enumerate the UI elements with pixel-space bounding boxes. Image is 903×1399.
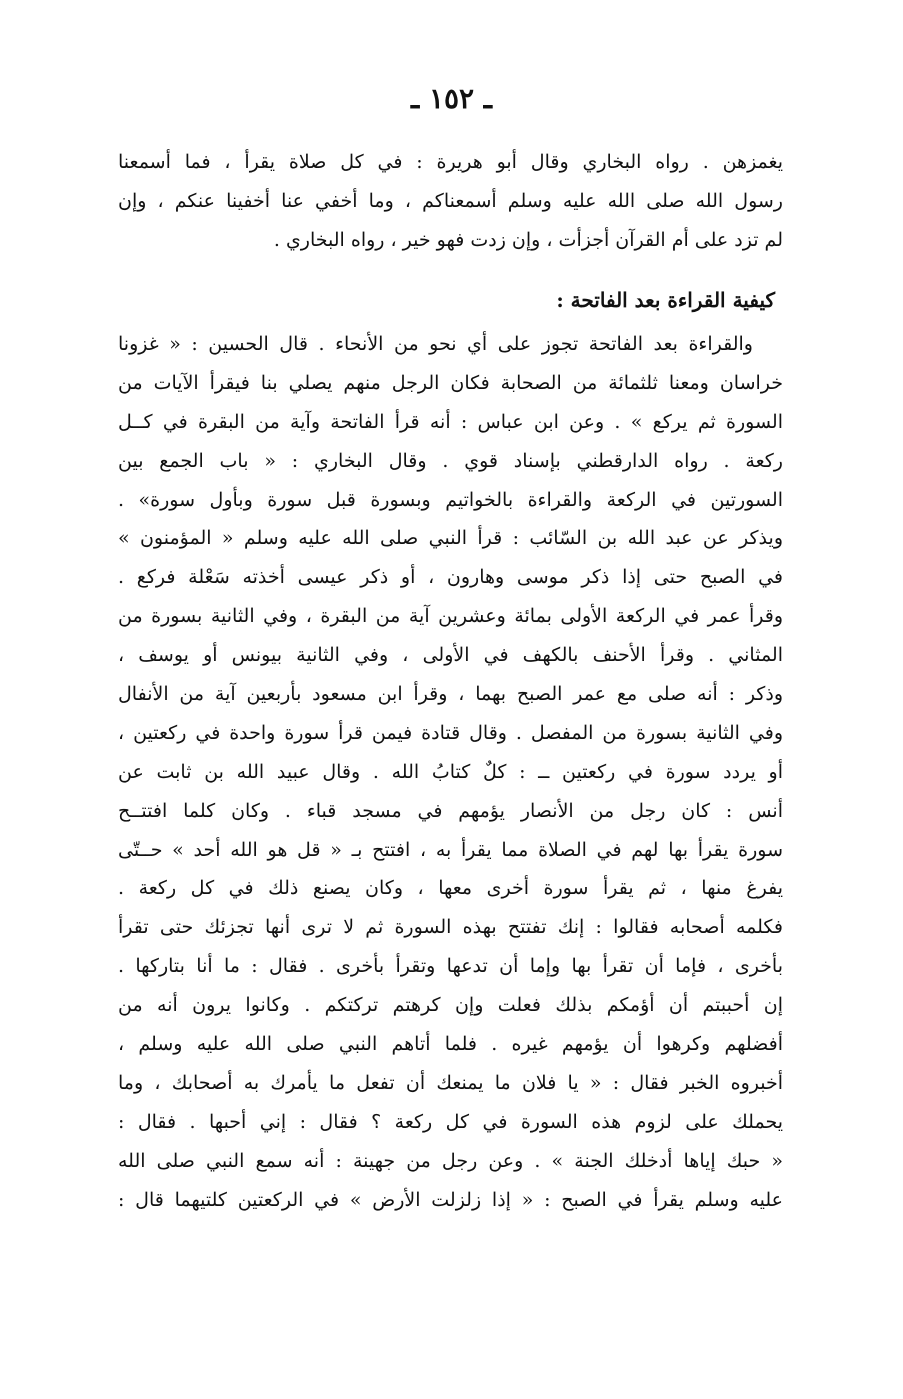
text-line: وفي الثانية بسورة من المفصل . وقال قتادة فيمن قرأ سورة واحدة في ركعتين ،	[118, 721, 783, 744]
text-line: سورة يقرأ بها لهم في الصلاة مما يقرأ به ، افتتح بـ « قل هو الله أحد » حــتّى	[118, 838, 783, 861]
page-number: ـ ١٥٢ ـ	[410, 82, 493, 115]
paragraph-main	[118, 325, 783, 1219]
text-line: وقرأ عمر في الركعة الأولى بمائة وعشرين آية من البقرة ، وفي الثانية بسورة من	[118, 605, 783, 628]
text-line: فكلمه أصحابه فقالوا : إنك تفتتح بهذه السورة ثم لا ترى أنها تجزئك حتى تقرأ	[118, 916, 783, 939]
text-line: يغمزهن . رواه البخاري وقال أبو هريرة : في كل صلاة يقرأ ، فما أسمعنا	[118, 151, 783, 173]
text-line: إن أحببتم أن أؤمكم بذلك فعلت وإن كرهتم تركتكم . وكانوا يرون أنه من	[118, 994, 783, 1017]
text-line: السورتين في الركعة والقراءة بالخواتيم وبسورة قبل سورة وبأول سورة» .	[118, 488, 783, 511]
text-line: أو يردد سورة في ركعتين ــ : كلٌ كتابُ الله . وقال عبيد الله بن ثابت عن	[118, 760, 783, 783]
text-line: لم تزد على أم القرآن أجزأت ، وإن زدت فهو خير ، رواه البخاري .	[273, 228, 783, 251]
paragraph-intro	[118, 143, 783, 260]
text-line: « حبك إياها أدخلك الجنة » . وعن رجل من جهينة : أنه سمع النبي صلى الله	[118, 1149, 783, 1172]
text-line: في الصبح حتى إذا ذكر موسى وهارون ، أو ذكر عيسى أخذته سَعْلة فركع .	[118, 566, 783, 589]
text-line: وذكر : أنه صلى مع عمر الصبح بهما ، وقرأ ابن مسعود بأربعين آية من الأنفال	[118, 683, 783, 706]
text-line: عليه وسلم يقرأ في الصبح : « إذا زلزلت الأرض » في الركعتين كلتيهما قال :	[118, 1188, 783, 1211]
text-line: السورة ثم يركع » . وعن ابن عباس : أنه قرأ الفاتحة وآية من البقرة في كــل	[118, 410, 783, 433]
text-line: خراسان ومعنا ثلثمائة من الصحابة فكان الرجل منهم يصلي بنا فيقرأ الآيات من	[118, 371, 783, 394]
text-line: رسول الله صلى الله عليه وسلم أسمعناكم ، وما أخفي عنا أخفينا عنكم ، وإن	[118, 189, 783, 212]
text-line: أخبروه الخبر فقال : « يا فلان ما يمنعك أن تفعل ما يأمرك به أصحابك ، وما	[118, 1071, 783, 1094]
text-line: بأخرى ، فإما أن تقرأ بها وإما أن تدعها وتقرأ بأخرى . فقال : ما أنا بتاركها .	[118, 955, 783, 978]
text-line: ركعة . رواه الدارقطني بإسناد قوي . وقال البخاري : « باب الجمع بين	[118, 449, 783, 472]
text-line: ويذكر عن عبد الله بن السّائب : قرأ النبي صلى الله عليه وسلم « المؤمنون »	[118, 527, 783, 550]
text-line: والقراءة بعد الفاتحة تجوز على أي نحو من الأنحاء . قال الحسين : « غزونا	[118, 333, 753, 355]
text-line: أنس : كان رجل من الأنصار يؤمهم في مسجد قباء . وكان كلما افتتــح	[118, 799, 783, 822]
text-line: المثاني . وقرأ الأحنف بالكهف في الأولى ، وفي الثانية بيونس أو يوسف ،	[118, 644, 783, 667]
section-heading: كيفية القراءة بعد الفاتحة :	[556, 288, 775, 312]
text-line: أفضلهم وكرهوا أن يؤمهم غيره . فلما أتاهم النبي صلى الله عليه وسلم ،	[118, 1033, 783, 1056]
text-line: يفرغ منها ، ثم يقرأ سورة أخرى معها ، وكان يصنع ذلك في كل ركعة .	[118, 877, 783, 900]
text-line: يحملك على لزوم هذه السورة في كل ركعة ؟ فقال : إني أحبها . فقال :	[118, 1110, 783, 1133]
